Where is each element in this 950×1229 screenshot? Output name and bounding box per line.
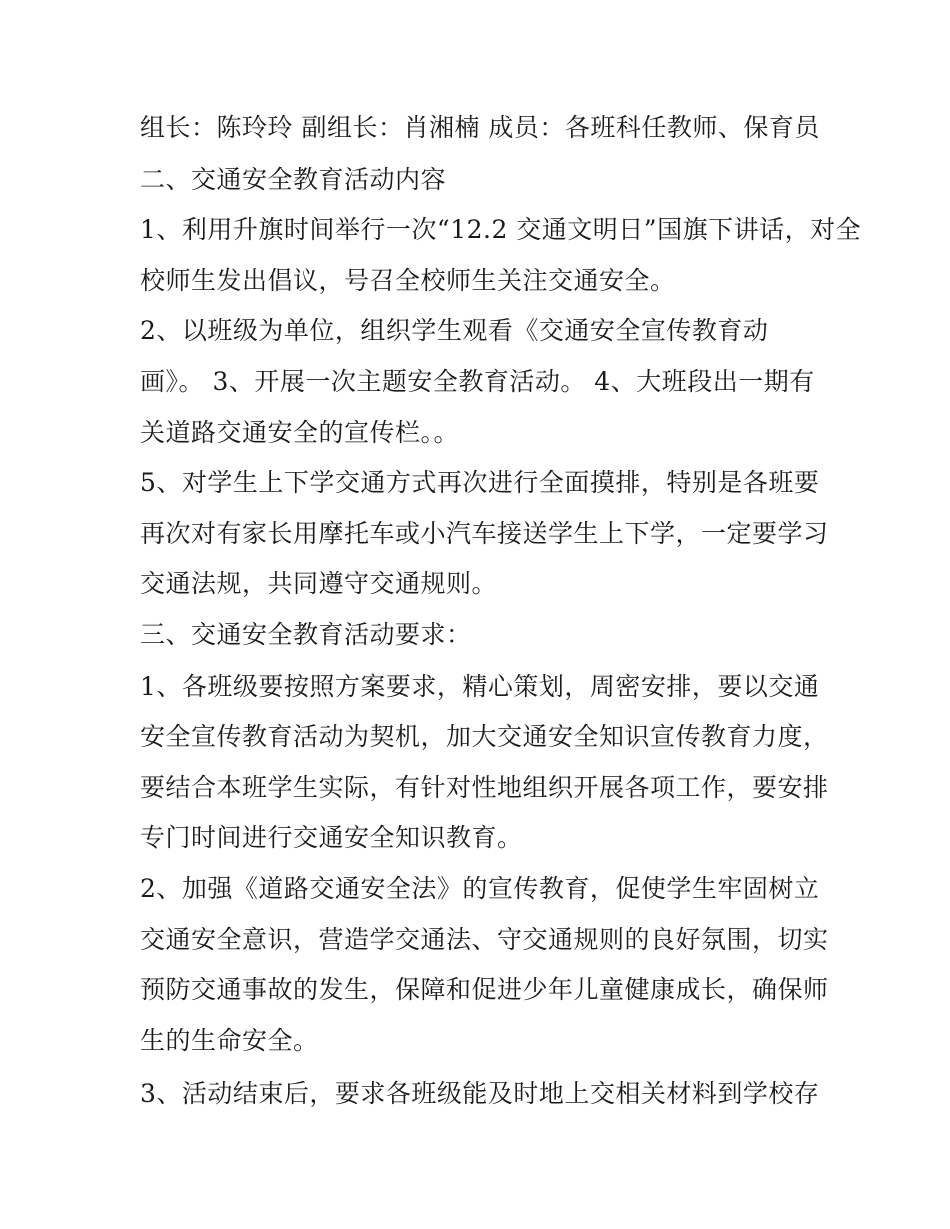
text-line: 校师生发出倡议，号召全校师生关注交通安全。 <box>140 266 676 295</box>
text-line: 2、加强《道路交通安全法》的宣传教育，促使学生牢固树立 <box>140 874 820 903</box>
text-line: 再次对有家长用摩托车或小汽车接送学生上下学，一定要学习 <box>140 519 829 548</box>
text-line: 生的生命安全。 <box>140 1026 319 1055</box>
text-line: 3、活动结束后，要求各班级能及时地上交相关材料到学校存 <box>140 1079 820 1108</box>
section-heading-3: 三、交通安全教育活动要求： <box>140 620 472 649</box>
text-line: 2、以班级为单位，组织学生观看《交通安全宣传教育动 <box>140 316 769 345</box>
text-line: 5、对学生上下学交通方式再次进行全面摸排，特别是各班要 <box>140 468 820 497</box>
section-heading-2: 二、交通安全教育活动内容 <box>140 165 447 194</box>
text-line: 安全宣传教育活动为契机，加大交通安全知识宣传教育力度， <box>140 722 829 751</box>
text-line: 关道路交通安全的宣传栏。。 <box>140 418 460 447</box>
text-line-leader-list: 组长：陈玲玲 副组长：肖湘楠 成员：各班科任教师、保育员 <box>140 113 820 142</box>
text-line: 专门时间进行交通安全知识教育。 <box>140 823 523 852</box>
text-line: 交通安全意识，营造学交通法、守交通规则的良好氛围，切实 <box>140 925 829 954</box>
text-line: 要结合本班学生实际，有针对性地组织开展各项工作，要安排 <box>140 773 829 802</box>
text-line: 1、利用升旗时间举行一次“12.2 交通文明日”国旗下讲话，对全 <box>140 215 862 244</box>
text-line: 画》。 3、开展一次主题安全教育活动。 4、大班段出一期有 <box>140 367 815 396</box>
text-line: 1、各班级要按照方案要求，精心策划，周密安排，要以交通 <box>140 672 820 701</box>
text-line: 交通法规，共同遵守交通规则。 <box>140 569 498 598</box>
text-line: 预防交通事故的发生，保障和促进少年儿童健康成长，确保师 <box>140 975 829 1004</box>
